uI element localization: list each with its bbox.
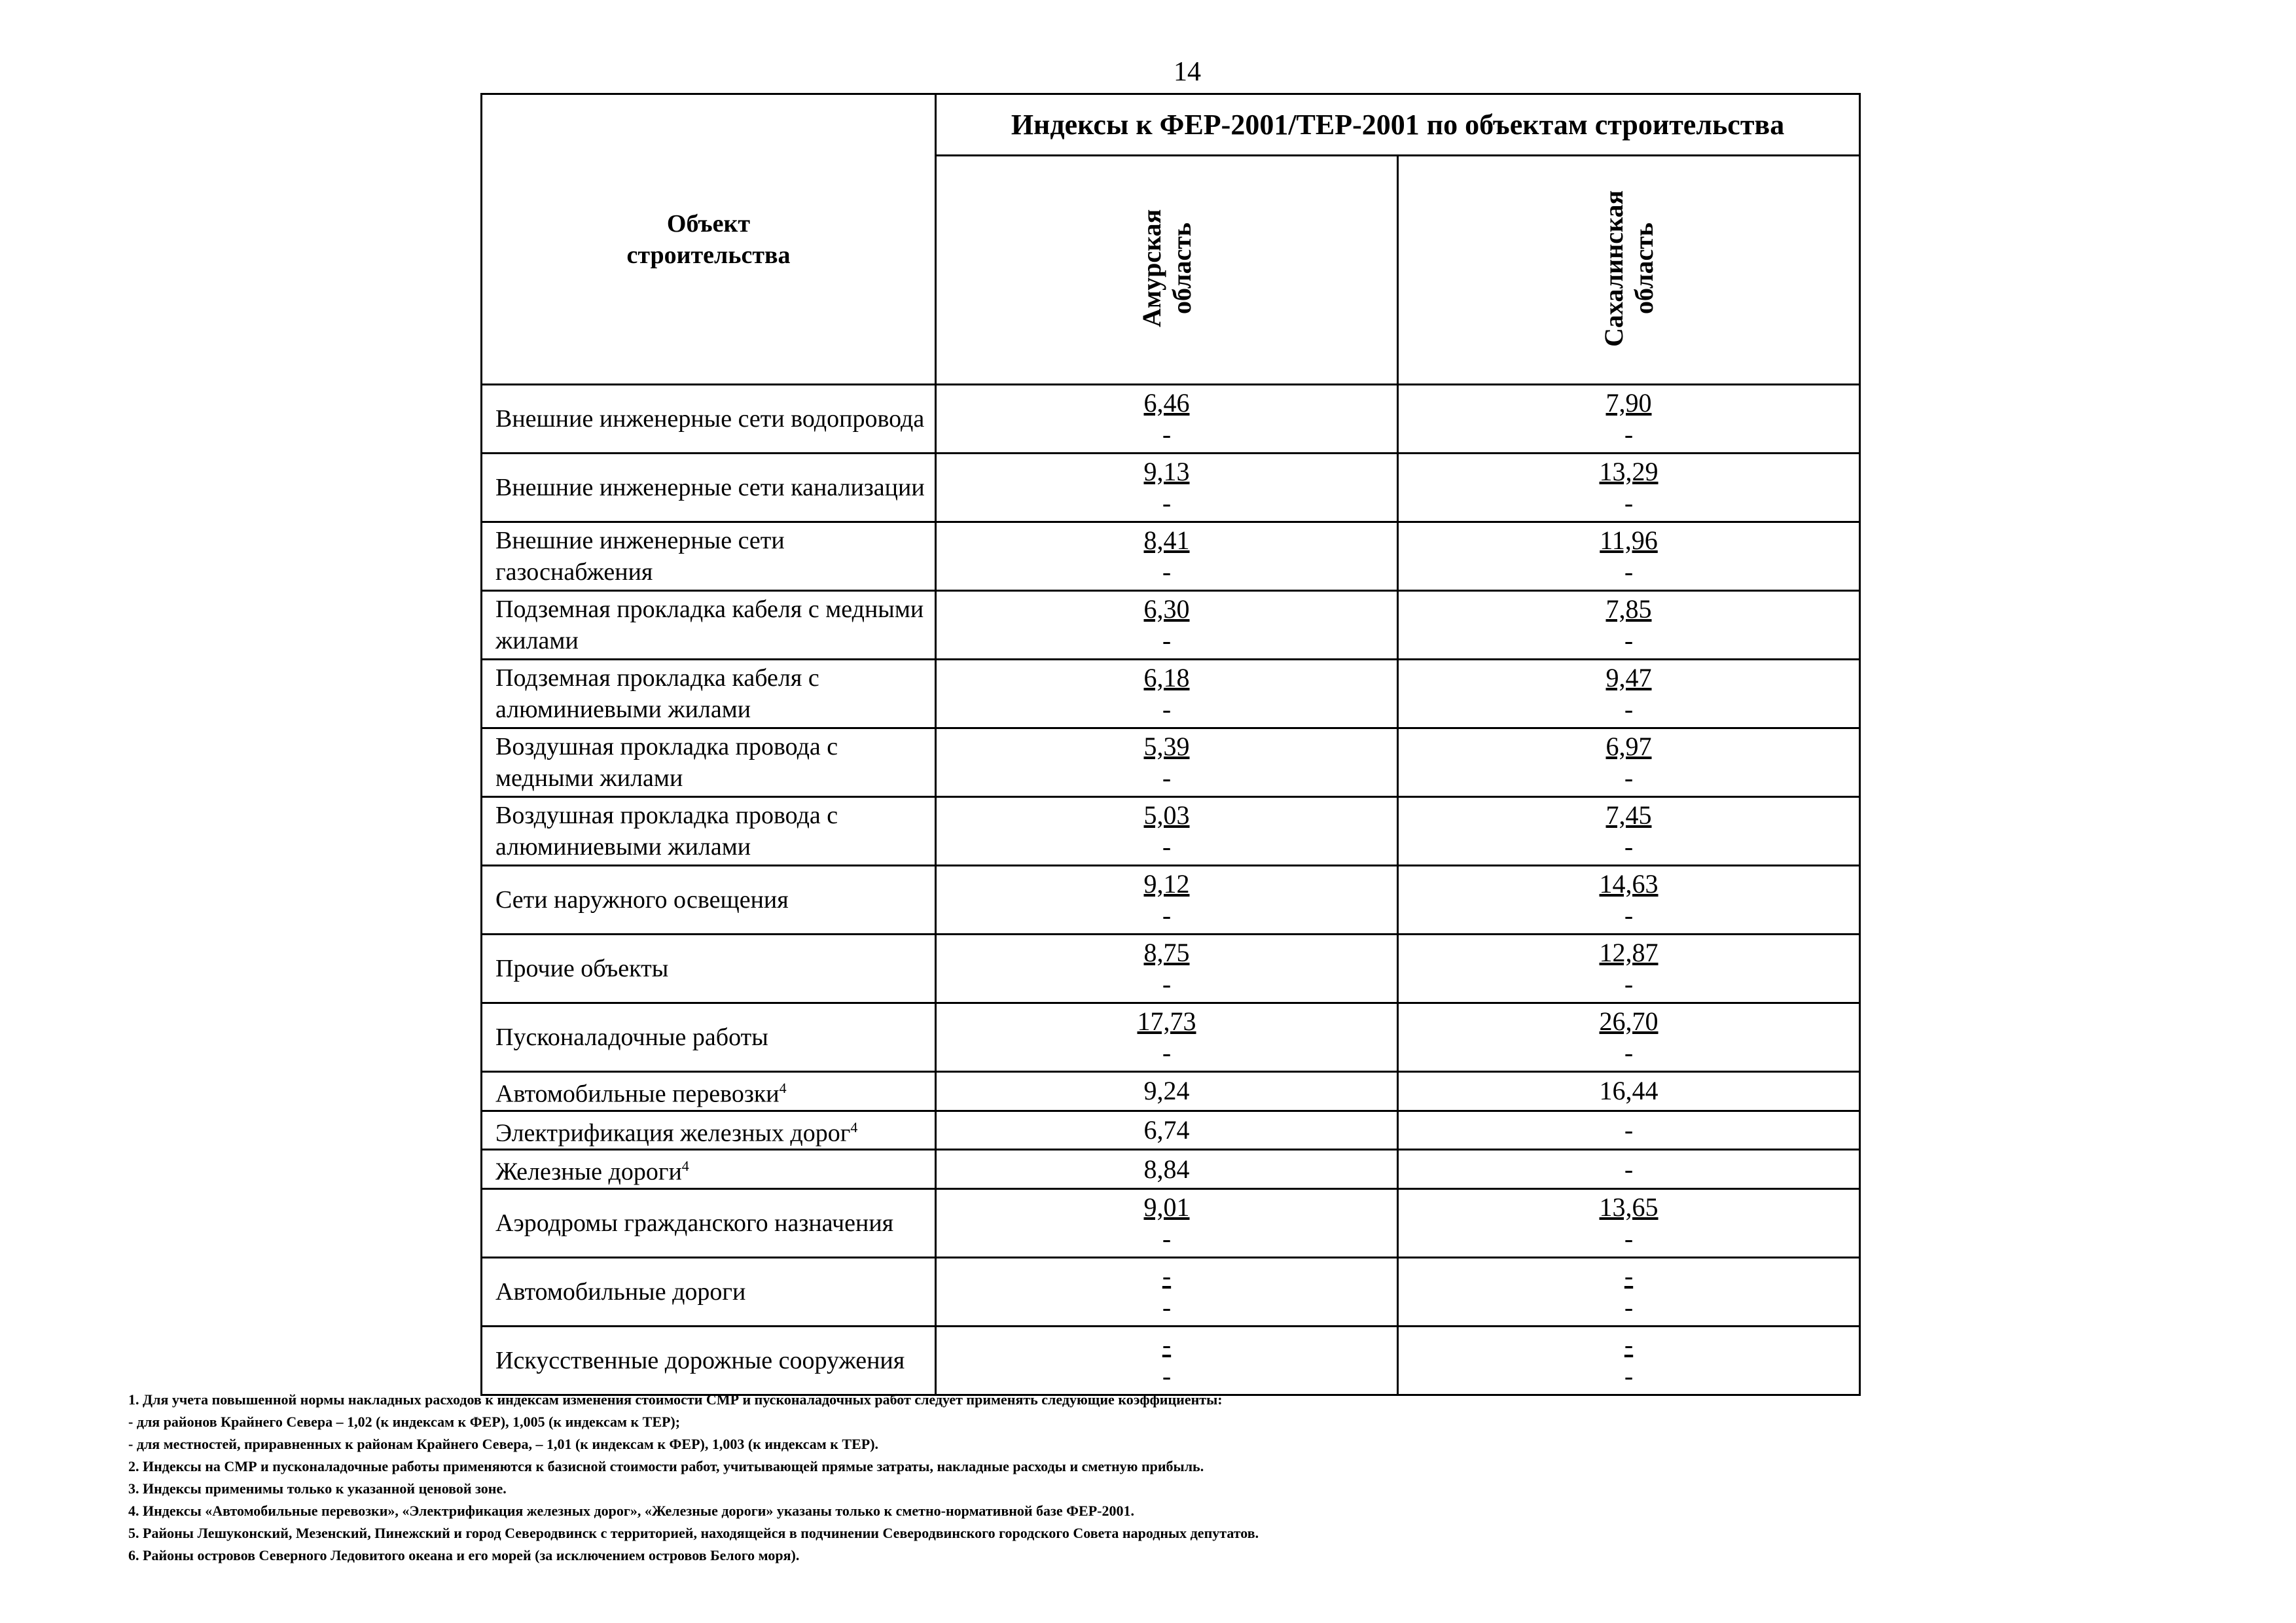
sakhalin-index-cell: 11,96 -	[1398, 522, 1860, 591]
object-name: Сети наружного освещения	[482, 866, 936, 935]
table-row	[482, 454, 1860, 522]
sakhalin-index-cell: 7,45 -	[1398, 797, 1860, 866]
sakhalin-index-cell: 12,87 -	[1398, 935, 1860, 1003]
amur-index-cell: - -	[936, 1257, 1398, 1326]
object-name: Подземная прокладка кабеля с медными жилами	[482, 591, 936, 660]
object-name: Электрификация железных дорог$^4$	[482, 1111, 936, 1150]
sakhalin-index-cell: 6,97 -	[1398, 728, 1860, 797]
footnote: 6. Районы островов Северного Ледовитого океана и его морей (за исключением островов Белого моря).	[128, 1547, 800, 1563]
object-name: Автомобильные дороги	[482, 1257, 936, 1326]
footnote: 4. Индексы «Автомобильные перевозки», «Электрификация железных дорог», «Железные дороги» указаны только к сметно-нормативной базе ФЕР-2001.	[128, 1503, 1134, 1519]
table-row	[482, 1003, 1860, 1072]
sakhalin-index-cell: -	[1398, 1150, 1860, 1189]
object-name: Прочие объекты	[482, 935, 936, 1003]
amur-index-cell: 9,24	[936, 1072, 1398, 1111]
region-header-amur: Амурская область	[936, 156, 1398, 385]
footnote: - для районов Крайнего Севера – 1,02 (к индексам к ФЕР), 1,005 (к индексам к ТЕР);	[128, 1414, 681, 1430]
table-row	[482, 1188, 1860, 1257]
table-row	[482, 935, 1860, 1003]
table-row	[482, 1072, 1860, 1111]
sakhalin-index-cell: 9,47 -	[1398, 660, 1860, 728]
sakhalin-index-cell: - -	[1398, 1257, 1860, 1326]
table-row	[482, 1111, 1860, 1150]
amur-index-cell: 5,39 -	[936, 728, 1398, 797]
amur-index-cell: 6,30 -	[936, 591, 1398, 660]
amur-index-cell: 9,01 -	[936, 1188, 1398, 1257]
sakhalin-index-cell: - -	[1398, 1326, 1860, 1395]
region-header-sakhalin: Сахалинская область	[1398, 156, 1860, 385]
object-name: Искусственные дорожные сооружения	[482, 1326, 936, 1395]
object-name: Воздушная прокладка провода с медными жилами	[482, 728, 936, 797]
amur-index-cell: 6,18 -	[936, 660, 1398, 728]
object-name: Внешние инженерные сети канализации	[482, 454, 936, 522]
object-name: Подземная прокладка кабеля с алюминиевыми жилами	[482, 660, 936, 728]
amur-index-cell: 8,75 -	[936, 935, 1398, 1003]
page-number: 14	[1174, 57, 1201, 87]
footnote: 3. Индексы применимы только к указанной ценовой зоне.	[128, 1480, 507, 1497]
amur-index-cell: 6,74	[936, 1111, 1398, 1150]
table-row	[482, 1257, 1860, 1326]
table-row	[482, 591, 1860, 660]
table-row	[482, 866, 1860, 935]
object-name: Железные дороги$^4$	[482, 1150, 936, 1189]
footnote: 2. Индексы на СМР и пусконаладочные работы применяются к базисной стоимости работ, учитывающей прямые затраты, накладные расходы и сметную прибыль.	[128, 1458, 1204, 1474]
amur-index-cell: 6,46 -	[936, 385, 1398, 454]
sakhalin-index-cell: 7,85 -	[1398, 591, 1860, 660]
amur-index-cell: 8,84	[936, 1150, 1398, 1189]
table-row	[482, 1326, 1860, 1395]
index-table	[480, 93, 1861, 1396]
footnote: 5. Районы Лешуконский, Мезенский, Пинежский и город Северодвинск с территорией, находящейся в подчинении Северодвинского городского Совета народных депутатов.	[128, 1525, 1259, 1541]
table-row	[482, 385, 1860, 454]
table-row	[482, 797, 1860, 866]
index-group-header: Индексы к ФЕР-2001/ТЕР-2001 по объектам строительства	[936, 94, 1860, 156]
object-name: Аэродромы гражданского назначения	[482, 1188, 936, 1257]
object-name: Воздушная прокладка провода с алюминиевыми жилами	[482, 797, 936, 866]
sakhalin-index-cell: -	[1398, 1111, 1860, 1150]
amur-index-cell: 5,03 -	[936, 797, 1398, 866]
object-name: Автомобильные перевозки$^4$	[482, 1072, 936, 1111]
amur-index-cell: 8,41 -	[936, 522, 1398, 591]
table-row	[482, 660, 1860, 728]
sakhalin-index-cell: 7,90 -	[1398, 385, 1860, 454]
sakhalin-index-cell: 14,63 -	[1398, 866, 1860, 935]
table-row	[482, 1150, 1860, 1189]
amur-index-cell: 17,73 -	[936, 1003, 1398, 1072]
object-name: Внешние инженерные сети водопровода	[482, 385, 936, 454]
table-row	[482, 522, 1860, 591]
footnote: - для местностей, приравненных к районам Крайнего Севера, – 1,01 (к индексам к ФЕР), 1,003 (к индексам к ТЕР).	[128, 1436, 879, 1452]
sakhalin-index-cell: 13,29 -	[1398, 454, 1860, 522]
object-name: Пусконаладочные работы	[482, 1003, 936, 1072]
footnote: 1. Для учета повышенной нормы накладных расходов к индексам изменения стоимости СМР и пусконаладочных работ следует применять следующие коэффициенты:	[128, 1391, 1223, 1408]
amur-index-cell: 9,12 -	[936, 866, 1398, 935]
sakhalin-index-cell: 26,70 -	[1398, 1003, 1860, 1072]
object-column-header: Объект строительства	[482, 94, 936, 385]
sakhalin-index-cell: 16,44	[1398, 1072, 1860, 1111]
object-name: Внешние инженерные сети газоснабжения	[482, 522, 936, 591]
sakhalin-index-cell: 13,65 -	[1398, 1188, 1860, 1257]
footnotes	[128, 1389, 2092, 1567]
amur-index-cell: - -	[936, 1326, 1398, 1395]
table-row	[482, 728, 1860, 797]
amur-index-cell: 9,13 -	[936, 454, 1398, 522]
